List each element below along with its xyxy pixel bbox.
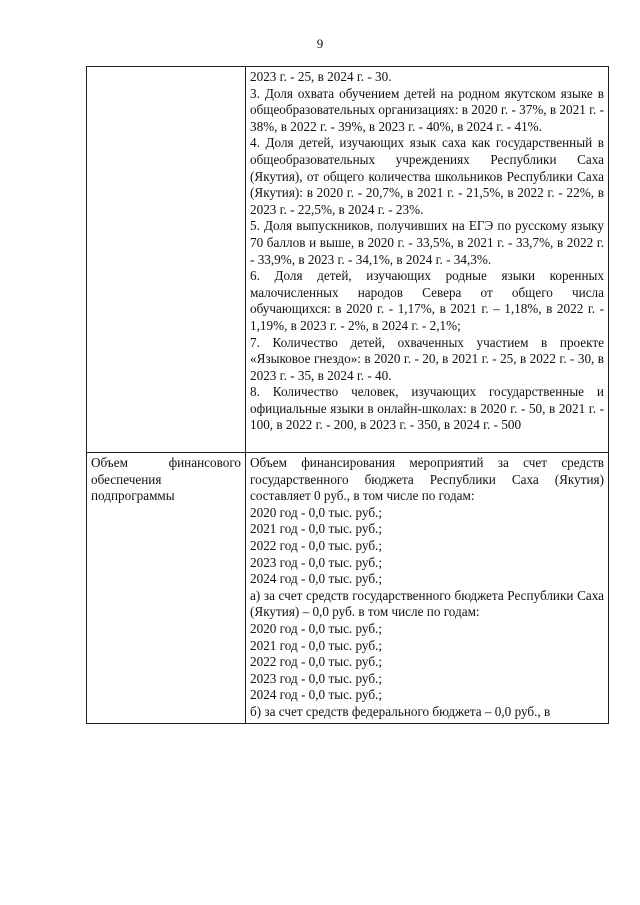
- indicator-line: 4. Доля детей, изучающих язык саха как государственный в общеобразовательных учреждениях Республики Саха (Якутия), от общего количества школьников Республики Саха (Якутия): в 2020 г. - 20,7%, в 2021 г. - 21,5%, в 2022 г. - 22%, в 2023 г. - 22,5%, в 2024 г. - 23%.: [250, 135, 604, 217]
- funding-line: а) за счет средств государственного бюджета Республики Саха (Якутия) – 0,0 руб. в том числе по годам:: [250, 587, 604, 620]
- funding-line: 2024 год - 0,0 тыс. руб.;: [250, 571, 383, 587]
- indicator-line: 8. Количество человек, изучающих государственные и официальные языки в онлайн-школах: в 2020 г. - 50, в 2021 г. - 100, в 2022 г. - 200, в 2023 г. - 350, в 2024 г. - 500: [250, 384, 604, 433]
- indicator-line: 3. Доля охвата обучением детей на родном якутском языке в общеобразовательных организациях: в 2020 г. - 37%, в 2021 г. - 38%, в 2022 г. - 39%, в 2023 г. - 40%, в 2024 г. - 41%.: [250, 85, 604, 134]
- row-label-cell: [87, 453, 246, 724]
- funding-line: 2021 год - 0,0 тыс. руб.;: [250, 521, 383, 537]
- funding-line: 2020 год - 0,0 тыс. руб.;: [250, 621, 383, 636]
- funding-line: Объем финансирования мероприятий за счет средств государственного бюджета Республики Саха (Якутия) составляет 0 руб., в том числе по годам:: [250, 455, 604, 504]
- row-content-cell: [246, 453, 609, 724]
- funding-line: 2023 год - 0,0 тыс. руб.;: [250, 554, 383, 570]
- indicator-line: 5. Доля выпускников, получивших на ЕГЭ по русскому языку 70 баллов и выше, в 2020 г. - 33,5%, в 2021 г. - 33,7%, в 2022 г. - 33,9%, в 2023 г. - 34,1%, в 2024 г. - 34,3%.: [250, 218, 604, 267]
- indicator-line: 7. Количество детей, охваченных участием в проекте «Языковое гнездо»: в 2020 г. - 20, в 2021 г. - 25, в 2022 г. - 30, в 2023 г. - 35, в 2024 г. - 40.: [250, 334, 604, 383]
- funding-line: 2022 год - 0,0 тыс. руб.;: [250, 538, 383, 554]
- funding-line: б) за счет средств федерального бюджета – 0,0 руб., в: [250, 703, 551, 719]
- row-label: Объем финансового обеспечения подпрограммы: [91, 455, 241, 504]
- funding-line: 2021 год - 0,0 тыс. руб.;: [250, 637, 383, 653]
- program-table: [86, 66, 609, 724]
- row-label-cell: [87, 67, 246, 453]
- funding-line: 2023 год - 0,0 тыс. руб.;: [250, 670, 383, 686]
- table-row: [87, 453, 609, 724]
- funding-line: 2022 год - 0,0 тыс. руб.;: [250, 654, 383, 670]
- table-row: [87, 67, 609, 453]
- indicator-line: 2023 г. - 25, в 2024 г. - 30.: [250, 69, 392, 84]
- funding-line: 2020 год - 0,0 тыс. руб.;: [250, 504, 383, 520]
- row-content-cell: [246, 67, 609, 453]
- funding-line: 2024 год - 0,0 тыс. руб.;: [250, 687, 383, 703]
- page-number: 9: [316, 36, 324, 51]
- indicator-line: 6. Доля детей, изучающих родные языки коренных малочисленных народов Севера от общего числа обучающихся: в 2020 г. - 1,17%, в 2021 г. – 1,18%, в 2022 г. - 1,19%, в 2023 г. - 2%, в 2024 г. - 2,1%;: [250, 268, 604, 333]
